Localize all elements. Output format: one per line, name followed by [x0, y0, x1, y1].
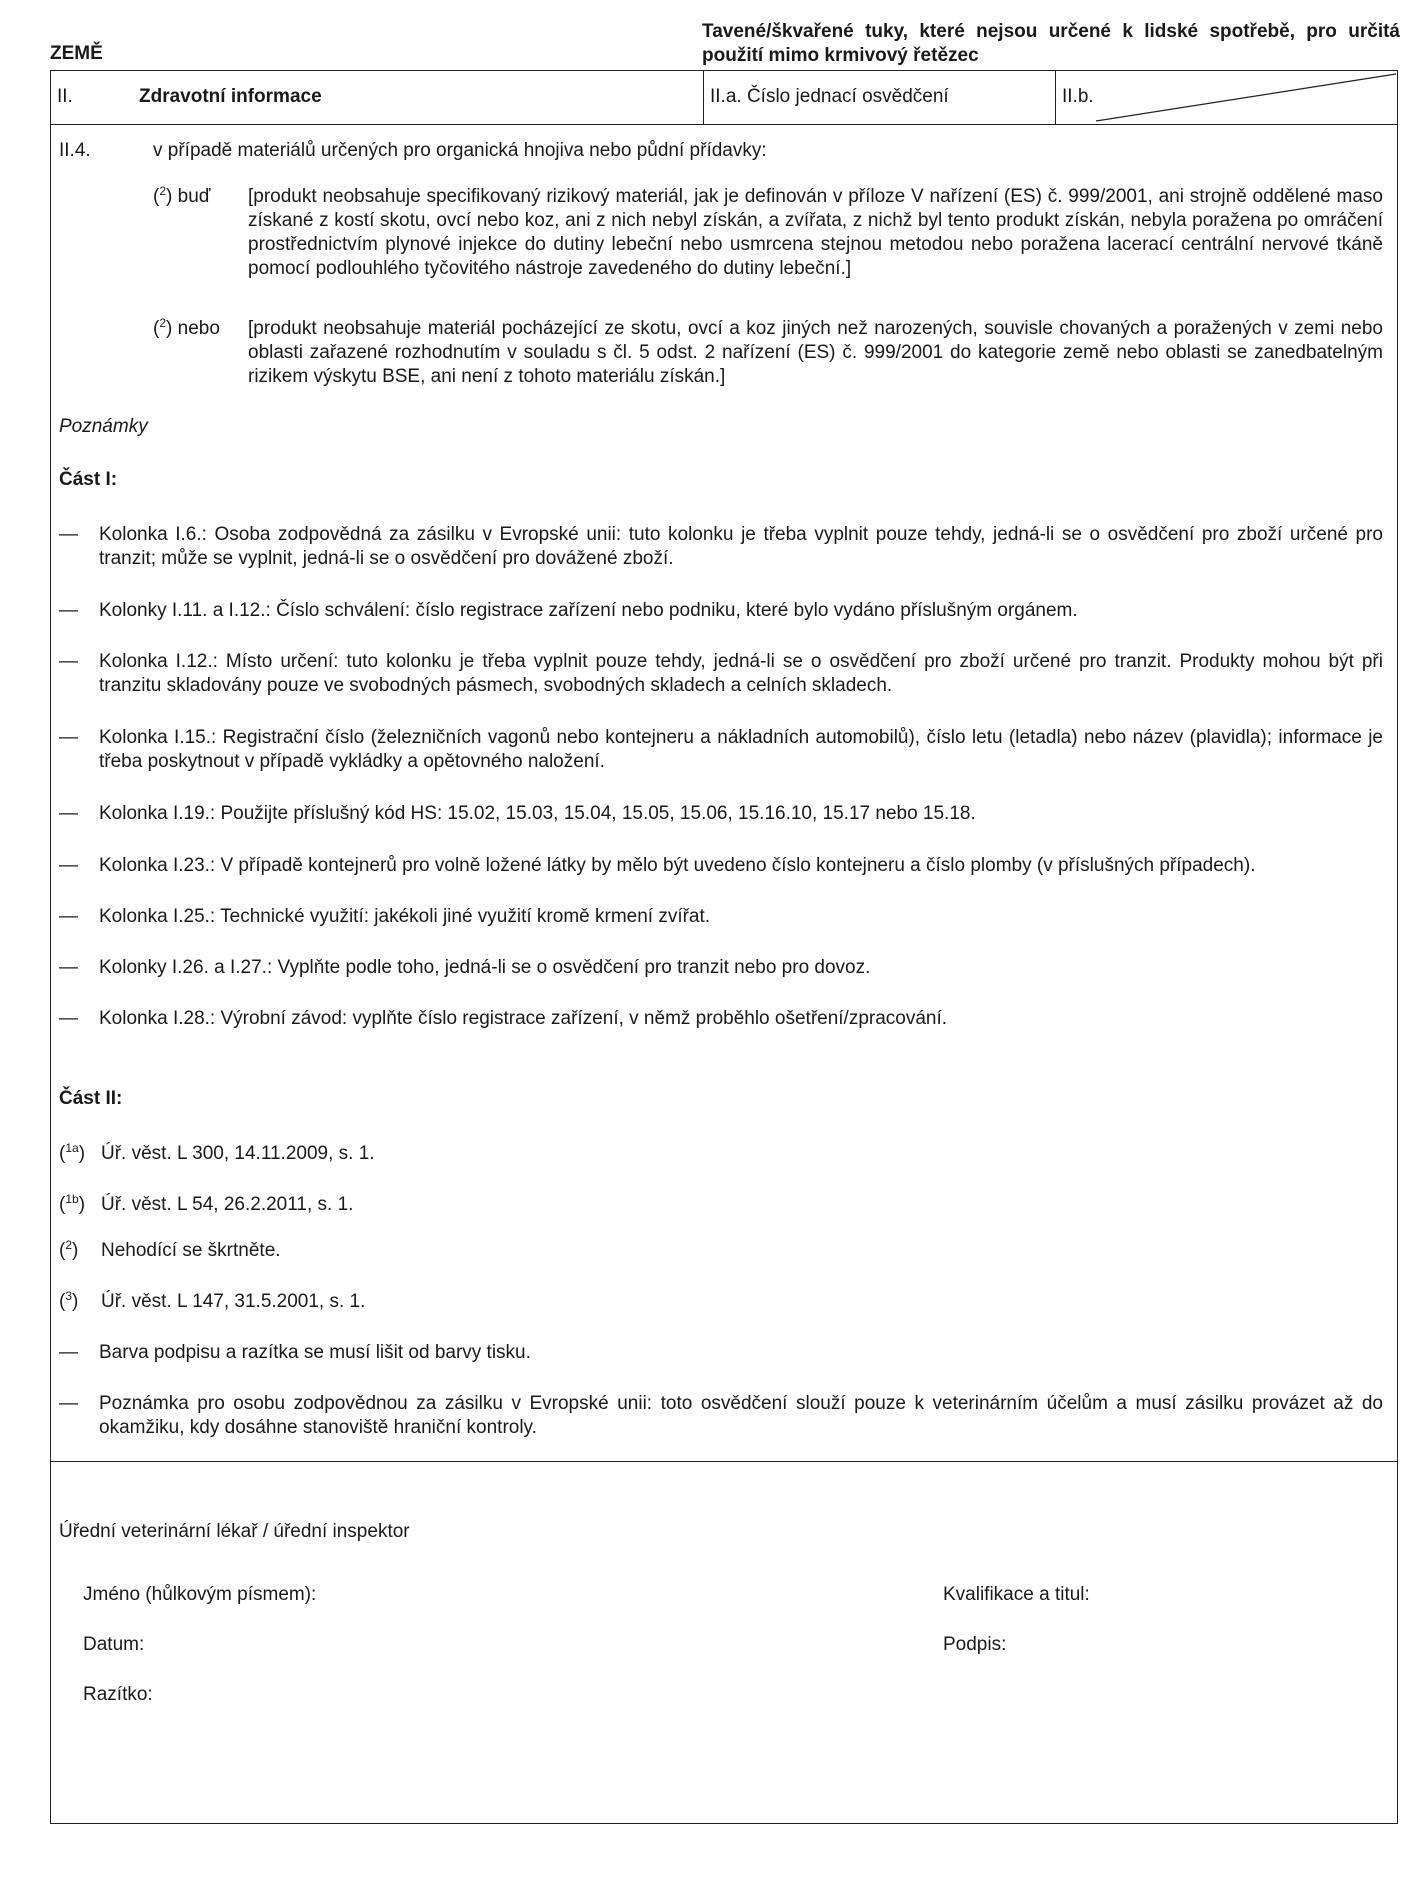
footnote — [59, 1193, 353, 1217]
dash-mark: — — [59, 957, 78, 978]
footnote — [59, 1239, 281, 1263]
footnote-text: Úř. věst. L 54, 26.2.2011, s. 1. — [101, 1194, 354, 1215]
section-number: II. — [57, 86, 73, 107]
dash-mark: — — [59, 651, 78, 672]
strike-line — [1056, 71, 1398, 123]
note-text: Kolonka I.15.: Registrační číslo (železničních vagonů nebo kontejneru a nákladních automobilů), číslo letu (letadla) nebo název (plavidla); informace je třeba poskytnout v případě vykládky a opětovného naložení. — [99, 727, 1383, 772]
dash-mark: — — [59, 524, 78, 545]
stamp-label: Razítko: — [83, 1684, 153, 1705]
section-title: Zdravotní informace — [139, 86, 322, 107]
note-text: Kolonky I.26. a I.27.: Vyplňte podle toho, jedná-li se o osvědčení pro tranzit nebo pro dovoz. — [99, 957, 871, 978]
iib-field[interactable] — [1055, 71, 1397, 124]
note-text: Kolonky I.11. a I.12.: Číslo schválení: číslo registrace zařízení nebo podniku, které bylo vydáno příslušným orgánem. — [99, 600, 1078, 621]
signature-heading: Úřední veterinární lékař / úřední inspektor — [59, 1521, 410, 1542]
certificate-title: Tavené/škvařené tuky, které nejsou určené k lidské spotřebě, pro určitá použití mimo krmivový řetězec — [702, 21, 1400, 67]
note-text: Kolonka I.28.: Výrobní závod: vyplňte číslo registrace zařízení, v němž proběhlo ošetření/zpracování. — [99, 1008, 948, 1029]
dash-mark: — — [59, 727, 78, 748]
country-label: ZEMĚ — [50, 43, 103, 64]
certificate-reference-field[interactable] — [703, 71, 1055, 124]
part2-heading: Část II: — [59, 1088, 123, 1109]
option-word-or: nebo — [172, 318, 220, 339]
qualification-label: Kvalifikace a titul: — [943, 1584, 1090, 1605]
option-marker-or: ($^2$) nebo — [153, 316, 220, 339]
qualification-field[interactable] — [1141, 1576, 1391, 1610]
footnote — [59, 1142, 375, 1166]
section-header-row — [50, 70, 1398, 124]
footnote-text: Úř. věst. L 147, 31.5.2001, s. 1. — [101, 1291, 366, 1312]
footnote-text: Nehodící se škrtněte. — [101, 1240, 281, 1261]
note-text: Kolonka I.23.: V případě kontejnerů pro volně ložené látky by mělo být uvedeno číslo kontejneru a číslo plomby (v příslušných případech). — [99, 855, 1256, 876]
date-field[interactable] — [161, 1626, 921, 1660]
dash-mark: — — [59, 1008, 78, 1029]
part1-heading: Část I: — [59, 469, 118, 490]
page-header — [50, 20, 1400, 70]
footnote-mark: ($^{1a}$) — [59, 1141, 86, 1164]
signature-field[interactable] — [1031, 1626, 1391, 1660]
dash-mark: — — [59, 1393, 78, 1414]
footnote-text: Úř. věst. L 300, 14.11.2009, s. 1. — [101, 1143, 375, 1164]
footnote-mark: ($^{1b}$) — [59, 1192, 86, 1215]
signature-label: Podpis: — [943, 1634, 1007, 1655]
footnote-mark: ($^2$) — [59, 1238, 79, 1261]
iib-label: II.b. — [1062, 86, 1094, 107]
footnote — [59, 1290, 365, 1314]
dash-mark: — — [59, 855, 78, 876]
note-text: Kolonka I.19.: Použijte příslušný kód HS: 15.02, 15.03, 15.04, 15.05, 15.06, 15.16.10, 15.17 nebo 15.18. — [99, 803, 976, 824]
note-text: Barva podpisu a razítka se musí lišit od barvy tisku. — [99, 1342, 531, 1363]
dash-mark: — — [59, 906, 78, 927]
stamp-field[interactable] — [171, 1676, 931, 1796]
option-marker-either: ($^2$) buď — [153, 184, 211, 207]
option-text-or: [produkt neobsahuje materiál pocházející ze skotu, ovcí a koz jiných než narozených, souvisle chovaných a poražených v zemi nebo oblasti zařazené rozhodnutím v souladu s čl. 5 odst. 2 nařízení (ES) č. 999/2001 do kategorie země nebo oblasti se zanedbatelným rizikem výskytu BSE, ani není z tohoto materiálu získán.] — [248, 318, 1383, 387]
signature-box — [50, 1461, 1398, 1824]
note-text: Kolonka I.6.: Osoba zodpovědná za zásilku v Evropské unii: tuto kolonku je třeba vyplnit pouze tehdy, jedná-li se o osvědčení pro zboží určené pro tranzit; může se vyplnit, jedná-li se o osvědčení pro dovážené zboží. — [99, 524, 1383, 569]
note-text: Kolonka I.12.: Místo určení: tuto kolonku je třeba vyplnit pouze tehdy, jedná-li se o osvědčení pro zboží určené pro tranzit. Produkty mohou být při tranzitu skladovány pouze ve svobodných pásmech, svobodných skladech a celních skladech. — [99, 651, 1383, 696]
footnote-ref: 2 — [159, 184, 167, 198]
dash-mark: — — [59, 600, 78, 621]
footnote-ref: 2 — [159, 316, 167, 330]
health-information-box — [50, 124, 1398, 1462]
dash-mark: — — [59, 1342, 78, 1363]
certificate-reference-label: II.a. Číslo jednací osvědčení — [710, 86, 949, 107]
footnote-mark: ($^3$) — [59, 1289, 79, 1312]
dash-mark: — — [59, 803, 78, 824]
date-label: Datum: — [83, 1634, 145, 1655]
name-field[interactable] — [367, 1576, 947, 1610]
clause-number: II.4. — [59, 140, 91, 161]
note-text: Poznámka pro osobu zodpovědnou za zásilku v Evropské unii: toto osvědčení slouží pouze k veterinárním účelům a musí zásilku provázet až do okamžiku, kdy dosáhne stanoviště hraniční kontroly. — [99, 1393, 1383, 1438]
option-word-either: buď — [172, 186, 211, 207]
name-label: Jméno (hůlkovým písmem): — [83, 1584, 317, 1605]
notes-heading: Poznámky — [59, 416, 148, 437]
note-text: Kolonka I.25.: Technické využití: jakékoli jiné využití kromě krmení zvířat. — [99, 906, 711, 927]
option-text-either: [produkt neobsahuje specifikovaný rizikový materiál, jak je definován v příloze V nařízení (ES) č. 999/2001, ani strojně oddělené maso získané z kostí skotu, ovcí nebo koz, ani z nich nebyl získán, a zvířata, z nichž byl tento produkt získán, nebyla poražena po omráčení prostřednictvím plynové injekce do dutiny lebeční nebo usmrcena stejnou metodou nebo poražena lacerací centrální nervové tkáně pomocí podlouhlého tyčovitého nástroje zavedeného do dutiny lebeční.] — [248, 186, 1383, 279]
clause-intro: v případě materiálů určených pro organická hnojiva nebo půdní přídavky: — [153, 140, 767, 161]
